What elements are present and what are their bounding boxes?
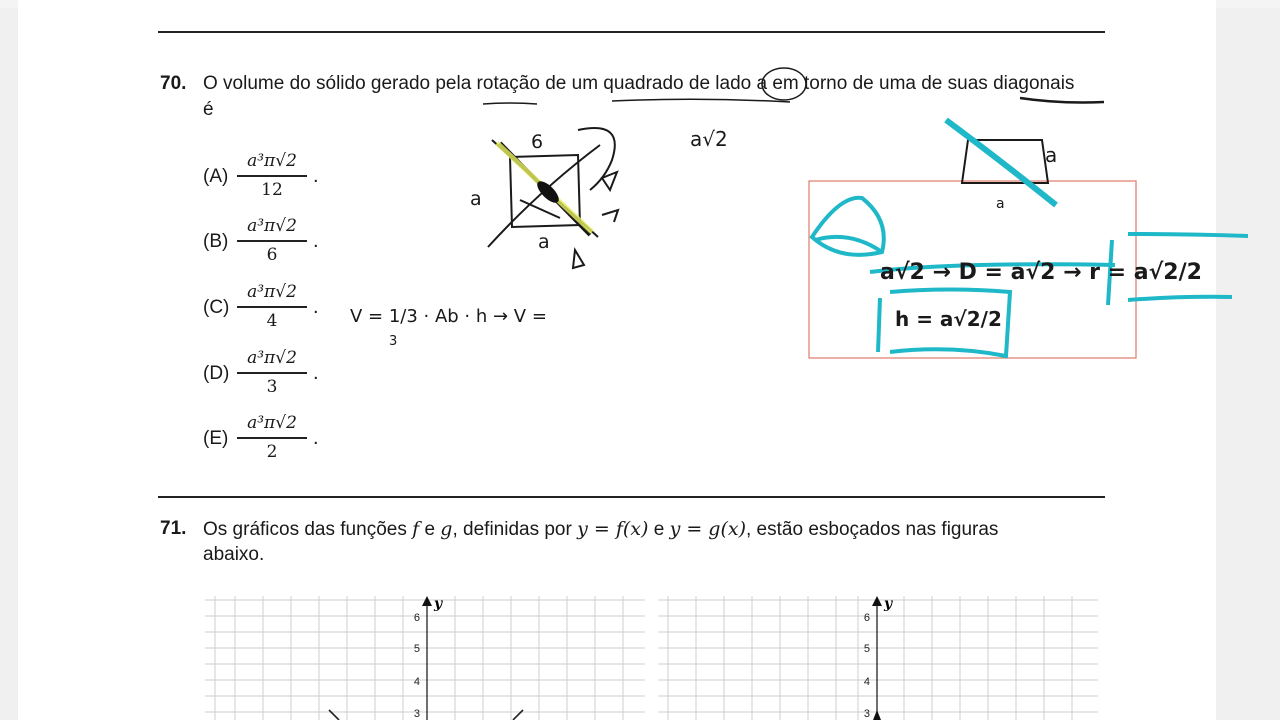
option-b-denominator: 6 <box>266 244 278 265</box>
annotation-box-side-a: a <box>1045 143 1058 167</box>
option-d-numerator: a³π√2 <box>247 348 297 368</box>
option-e-fraction <box>237 410 307 464</box>
annotation-six: 6 <box>531 131 544 153</box>
graph-f-tick-6: 6 <box>413 612 420 624</box>
option-c-fraction <box>237 279 307 333</box>
q71-g: g <box>440 518 453 540</box>
annotation-side-a-bottom: a <box>538 231 550 253</box>
graph-f-axis-label: y <box>434 596 443 612</box>
annotation-side-a-left: a <box>470 188 482 210</box>
divider-middle <box>158 496 1105 498</box>
option-b-period: . <box>313 230 319 252</box>
graph-g-tick-5: 5 <box>863 643 870 655</box>
graph-g-tick-4: 4 <box>863 676 870 688</box>
question-70-text: O volume do sólido gerado pela rotação de um quadrado de lado a em torno de uma de suas diagonais <box>203 73 1075 94</box>
option-a-denominator: 12 <box>261 179 283 200</box>
q71-e1: e <box>424 519 436 540</box>
option-e-numerator: a³π√2 <box>247 413 297 433</box>
annotation-box-line1: a√2 → D = a√2 → r = a√2/2 <box>880 260 1202 285</box>
divider-top <box>158 31 1105 33</box>
option-b-fraction <box>237 213 307 267</box>
graph-f <box>205 588 645 720</box>
option-b-numerator: a³π√2 <box>247 216 297 236</box>
graph-f-tick-5: 5 <box>413 643 420 655</box>
graph-g-tick-6: 6 <box>863 612 870 624</box>
question-70-number: 70. <box>160 73 187 94</box>
graph-g <box>658 588 1098 720</box>
option-a-letter: (A) <box>203 166 229 187</box>
annotation-denominator-three: 3 <box>389 334 398 349</box>
question-71-number: 71. <box>160 518 187 539</box>
option-d-letter: (D) <box>203 363 230 384</box>
option-c-denominator: 4 <box>266 310 278 331</box>
q71-text-b: , definidas por <box>452 519 572 540</box>
option-d-period: . <box>313 362 319 384</box>
option-b-letter: (B) <box>203 231 229 252</box>
graph-f-tick-4: 4 <box>413 676 420 688</box>
graph-g-axis-arrow <box>872 596 882 606</box>
option-c-period: . <box>313 296 319 318</box>
q71-text-a: Os gráficos das funções <box>203 519 407 540</box>
q71-text-c: , estão esboçados nas figuras <box>746 519 999 540</box>
option-e-letter: (E) <box>203 428 229 449</box>
q71-eq2: y = g(x) <box>669 518 746 540</box>
option-d-fraction <box>237 345 307 399</box>
question-71-text <box>203 517 998 542</box>
graph-f-tick-3: 3 <box>413 708 420 720</box>
annotation-box-bottom-a: a <box>996 196 1005 212</box>
option-c-letter: (C) <box>203 297 230 318</box>
option-c-numerator: a³π√2 <box>247 282 297 302</box>
option-a-numerator: a³π√2 <box>247 151 297 171</box>
annotation-a-sqrt2: a√2 <box>690 127 728 151</box>
option-d-denominator: 3 <box>266 376 278 397</box>
graph-g-axis-label: y <box>884 596 893 612</box>
annotation-formula: V = 1/3 · Ab · h → V = <box>350 306 547 327</box>
annotation-box-line2: h = a√2/2 <box>895 307 1002 331</box>
option-e-denominator: 2 <box>266 441 278 462</box>
question-70-text-line2: é <box>203 99 214 120</box>
option-e-period: . <box>313 427 319 449</box>
graph-g-tick-3: 3 <box>863 708 870 720</box>
question-71-text-line2: abaixo. <box>203 544 265 565</box>
graph-f-axis-arrow <box>422 596 432 606</box>
q71-f: f <box>412 518 420 540</box>
q71-eq1: y = f(x) <box>577 518 649 540</box>
q71-e2: e <box>653 519 665 540</box>
option-a-period: . <box>313 165 319 187</box>
option-a-fraction <box>237 148 307 202</box>
